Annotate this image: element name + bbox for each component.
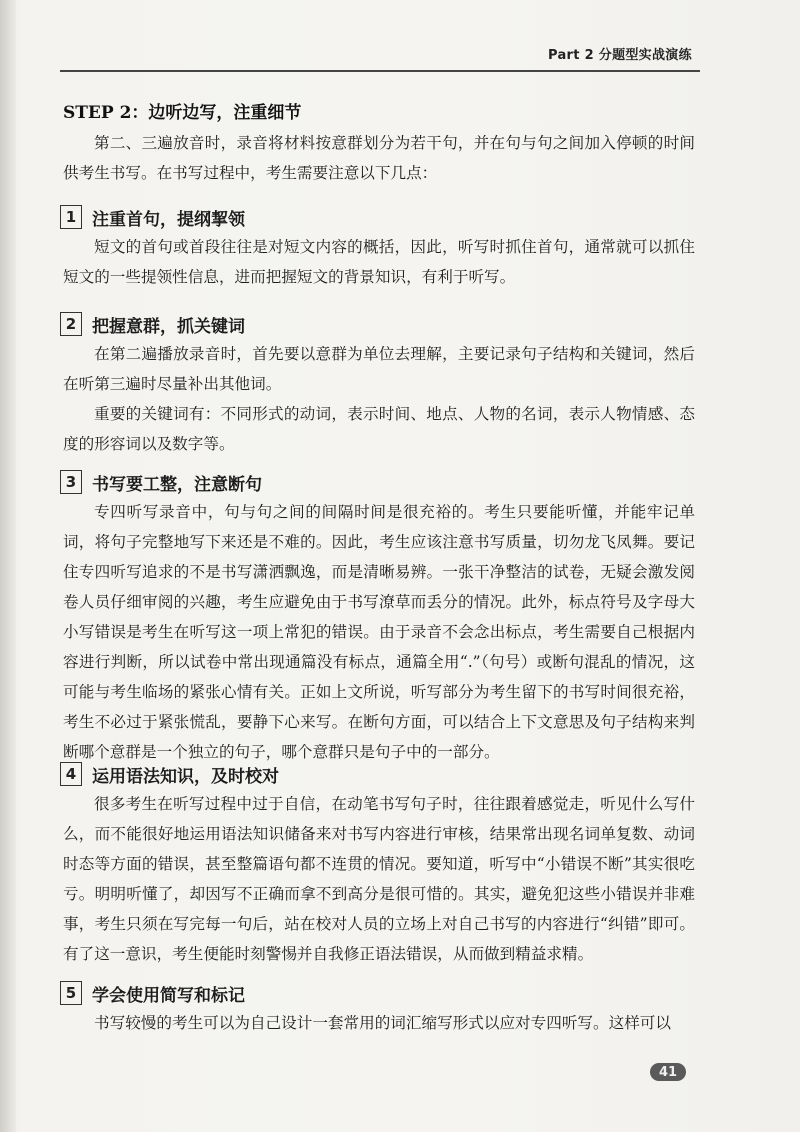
section-title: 书写要工整，注意断句 bbox=[92, 474, 262, 495]
section-title: 把握意群，抓关键词 bbox=[92, 316, 245, 337]
section-number-box: 4 bbox=[60, 762, 82, 786]
running-header: Part 2 分题型实战演练 bbox=[548, 48, 692, 63]
section-number-box: 5 bbox=[60, 981, 82, 1005]
section-title: 注重首句，提纲挈领 bbox=[92, 209, 245, 230]
section-1-heading bbox=[60, 203, 245, 231]
section-title: 运用语法知识，及时校对 bbox=[92, 766, 279, 787]
section-4-paragraph: 很多考生在听写过程中过于自信，在动笔书写句子时，往往跟着感觉走，听见什么写什么，而不能很好地运用语法知识储备来对书写内容进行审核，结果常出现名词单复数、动词时态等方面的错误，甚至整篇语句都不连贯的情况。要知道，听写中“小错误不断”其实很吃亏。明明听懂了，却因写不正确而拿不到高分是很可惜的。其实，避免犯这些小错误并非难事，考生只须在写完每一句后，站在校对人员的立场上对自己书写的内容进行“纠错”即可。有了这一意识，考生便能时刻警惕并自我修正语法错误，从而做到精益求精。 bbox=[63, 795, 695, 963]
step-title: STEP 2：边听边写，注重细节 bbox=[63, 103, 302, 123]
section-3-heading bbox=[60, 468, 262, 496]
section-2-paragraph-1: 在第二遍播放录音时，首先要以意群为单位去理解，主要记录句子结构和关键词，然后在听第三遍时尽量补出其他词。 bbox=[63, 345, 695, 393]
section-1-paragraph: 短文的首句或首段往往是对短文内容的概括，因此，听写时抓住首句，通常就可以抓住短文的一些提领性信息，进而把握短文的背景知识，有利于听写。 bbox=[63, 238, 695, 286]
binding-shadow bbox=[0, 0, 16, 1132]
section-4-heading bbox=[60, 760, 279, 788]
section-number-box: 1 bbox=[60, 205, 82, 229]
section-2-paragraph-2: 重要的关键词有：不同形式的动词，表示时间、地点、人物的名词，表示人物情感、态度的形容词以及数字等。 bbox=[63, 405, 695, 453]
section-title: 学会使用简写和标记 bbox=[92, 985, 245, 1006]
section-number-box: 2 bbox=[60, 312, 82, 336]
section-2-heading bbox=[60, 310, 245, 338]
section-5-heading bbox=[60, 979, 245, 1007]
section-3-paragraph: 专四听写录音中，句与句之间的间隔时间是很充裕的。考生只要能听懂，并能牢记单词，将句子完整地写下来还是不难的。因此，考生应该注意书写质量，切勿龙飞凤舞。要记住专四听写追求的不是书写潇洒飘逸，而是清晰易辨。一张干净整洁的试卷，无疑会激发阅卷人员仔细审阅的兴趣，考生应避免由于书写潦草而丢分的情况。此外，标点符号及字母大小写错误是考生在听写这一项上常犯的错误。由于录音不会念出标点，考生需要自己根据内容进行判断，所以试卷中常出现通篇没有标点，通篇全用“.”（句号）或断句混乱的情况，这可能与考生临场的紧张心情有关。正如上文所说，听写部分为考生留下的书写时间很充裕，考生不必过于紧张慌乱，要静下心来写。在断句方面，可以结合上下文意思及句子结构来判断哪个意群是一个独立的句子，哪个意群只是句子中的一部分。 bbox=[63, 503, 695, 761]
header-rule bbox=[60, 70, 700, 72]
section-number-box: 3 bbox=[60, 470, 82, 494]
step-intro: 第二、三遍放音时，录音将材料按意群划分为若干句，并在句与句之间加入停顿的时间供考生书写。在书写过程中，考生需要注意以下几点： bbox=[63, 134, 695, 182]
section-5-paragraph: 书写较慢的考生可以为自己设计一套常用的词汇缩写形式以应对专四听写。这样可以 bbox=[94, 1014, 671, 1032]
page-number: 41 bbox=[650, 1063, 686, 1081]
